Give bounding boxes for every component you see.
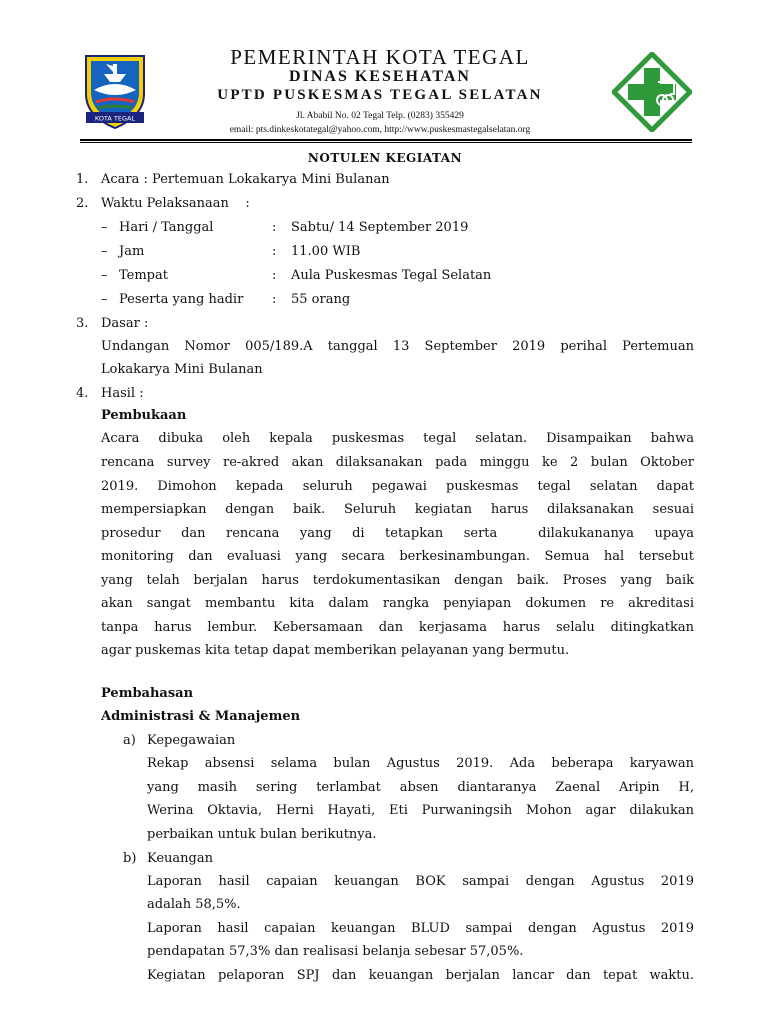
pembukaan-line: monitoring dan evaluasi yang secara berkesinambungan. Semua hal tersebut xyxy=(101,549,694,564)
item-waktu: Waktu Pelaksanaan : xyxy=(101,196,250,211)
kepegawaian-line: Rekap absensi selama bulan Agustus 2019. Ada beberapa karyawan xyxy=(147,756,694,771)
detail-dash: – xyxy=(101,220,108,235)
pembukaan-line: tanpa harus lembur. Kebersamaan dan kerjasama harus selalu ditingkatkan xyxy=(101,620,694,635)
pembukaan-line: yang telah berjalan harus terdokumentasikan dengan baik. Proses yang baik xyxy=(101,573,694,588)
letterhead-contact: email: pts.dinkeskotategal@yahoo.com, http://www.puskesmastegalselatan.org xyxy=(229,125,531,135)
detail-value-jam: 11.00 WIB xyxy=(291,244,361,259)
sub-item-label: b) xyxy=(123,851,137,866)
detail-colon: : xyxy=(272,244,277,259)
item-number: 2. xyxy=(76,196,89,211)
detail-value-tempat: Aula Puskesmas Tegal Selatan xyxy=(291,268,492,283)
sub-item-kepegawaian: Kepegawaian xyxy=(147,733,236,748)
letterhead-divider-thin xyxy=(80,142,692,143)
sub-item-label: a) xyxy=(123,733,136,748)
admin-heading: Administrasi & Manajemen xyxy=(101,709,301,724)
health-ministry-logo-icon xyxy=(612,52,692,132)
item-number: 1. xyxy=(76,172,89,187)
keuangan-line: adalah 58,5%. xyxy=(147,897,241,912)
detail-label-tempat: Tempat xyxy=(119,268,168,283)
pembukaan-line: mempersiapkan dengan baik. Seluruh kegiatan harus dilaksanakan sesuai xyxy=(101,502,694,517)
letterhead-address: Jl. Ababil No. 02 Tegal Telp. (0283) 355429 xyxy=(296,111,464,121)
letterhead-divider-thick xyxy=(80,139,692,141)
pembukaan-line: rencana survey re-akred akan dilaksanakan pada minggu ke 2 bulan Oktober xyxy=(101,455,694,470)
keuangan-line: Laporan hasil capaian keuangan BOK sampai dengan Agustus 2019 xyxy=(147,874,694,889)
crest-banner-text: KOTA TEGAL xyxy=(94,114,136,123)
kepegawaian-line: yang masih sering terlambat absen diantaranya Zaenal Aripin H, xyxy=(147,780,694,795)
pembukaan-line: Acara dibuka oleh kepala puskesmas tegal selatan. Disampaikan bahwa xyxy=(101,431,694,446)
document-title: NOTULEN KEGIATAN xyxy=(307,151,463,165)
kota-tegal-crest-icon xyxy=(80,50,150,130)
kepegawaian-line: perbaikan untuk bulan berikutnya. xyxy=(147,827,377,842)
detail-dash: – xyxy=(101,292,108,307)
item-number: 4. xyxy=(76,386,89,401)
keuangan-line: pendapatan 57,3% dan realisasi belanja sebesar 57,05%. xyxy=(147,944,524,959)
detail-label-hari: Hari / Tanggal xyxy=(119,220,214,235)
detail-value-peserta: 55 orang xyxy=(291,292,351,307)
dasar-line: Undangan Nomor 005/189.A tanggal 13 September 2019 perihal Pertemuan xyxy=(101,339,694,354)
kepegawaian-line: Werina Oktavia, Herni Hayati, Eti Purwaningsih Mohon agar dilakukan xyxy=(147,803,694,818)
sub-item-keuangan: Keuangan xyxy=(147,851,213,866)
detail-colon: : xyxy=(272,292,277,307)
item-dasar: Dasar : xyxy=(101,316,149,331)
pembukaan-line: agar puskemas kita tetap dapat memberikan pelayanan yang bermutu. xyxy=(101,643,570,658)
item-hasil: Hasil : xyxy=(101,386,144,401)
detail-value-hari: Sabtu/ 14 September 2019 xyxy=(291,220,469,235)
detail-label-jam: Jam xyxy=(119,244,145,259)
letterhead-unit: UPTD PUSKESMAS TEGAL SELATAN xyxy=(217,87,543,103)
dasar-line: Lokakarya Mini Bulanan xyxy=(101,362,263,377)
detail-dash: – xyxy=(101,268,108,283)
pembukaan-line: akan sangat membantu kita dalam rangka penyiapan dokumen re akreditasi xyxy=(101,596,694,611)
item-number: 3. xyxy=(76,316,89,331)
keuangan-line: Laporan hasil capaian keuangan BLUD sampai dengan Agustus 2019 xyxy=(147,921,694,936)
pembukaan-line: prosedur dan rencana yang di tetapkan serta dilakukananya upaya xyxy=(101,526,694,541)
keuangan-line: Kegiatan pelaporan SPJ dan keuangan berjalan lancar dan tepat waktu. xyxy=(147,968,694,983)
detail-colon: : xyxy=(272,268,277,283)
detail-colon: : xyxy=(272,220,277,235)
letterhead-agency: DINAS KESEHATAN xyxy=(289,68,471,85)
detail-dash: – xyxy=(101,244,108,259)
pembukaan-line: 2019. Dimohon kepada seluruh pegawai puskesmas tegal selatan dapat xyxy=(101,479,694,494)
pembahasan-heading: Pembahasan xyxy=(101,686,194,701)
pembukaan-heading: Pembukaan xyxy=(101,408,187,423)
item-acara: Acara : Pertemuan Lokakarya Mini Bulanan xyxy=(101,172,390,187)
letterhead-government: PEMERINTAH KOTA TEGAL xyxy=(230,45,530,69)
detail-label-peserta: Peserta yang hadir xyxy=(119,292,244,307)
